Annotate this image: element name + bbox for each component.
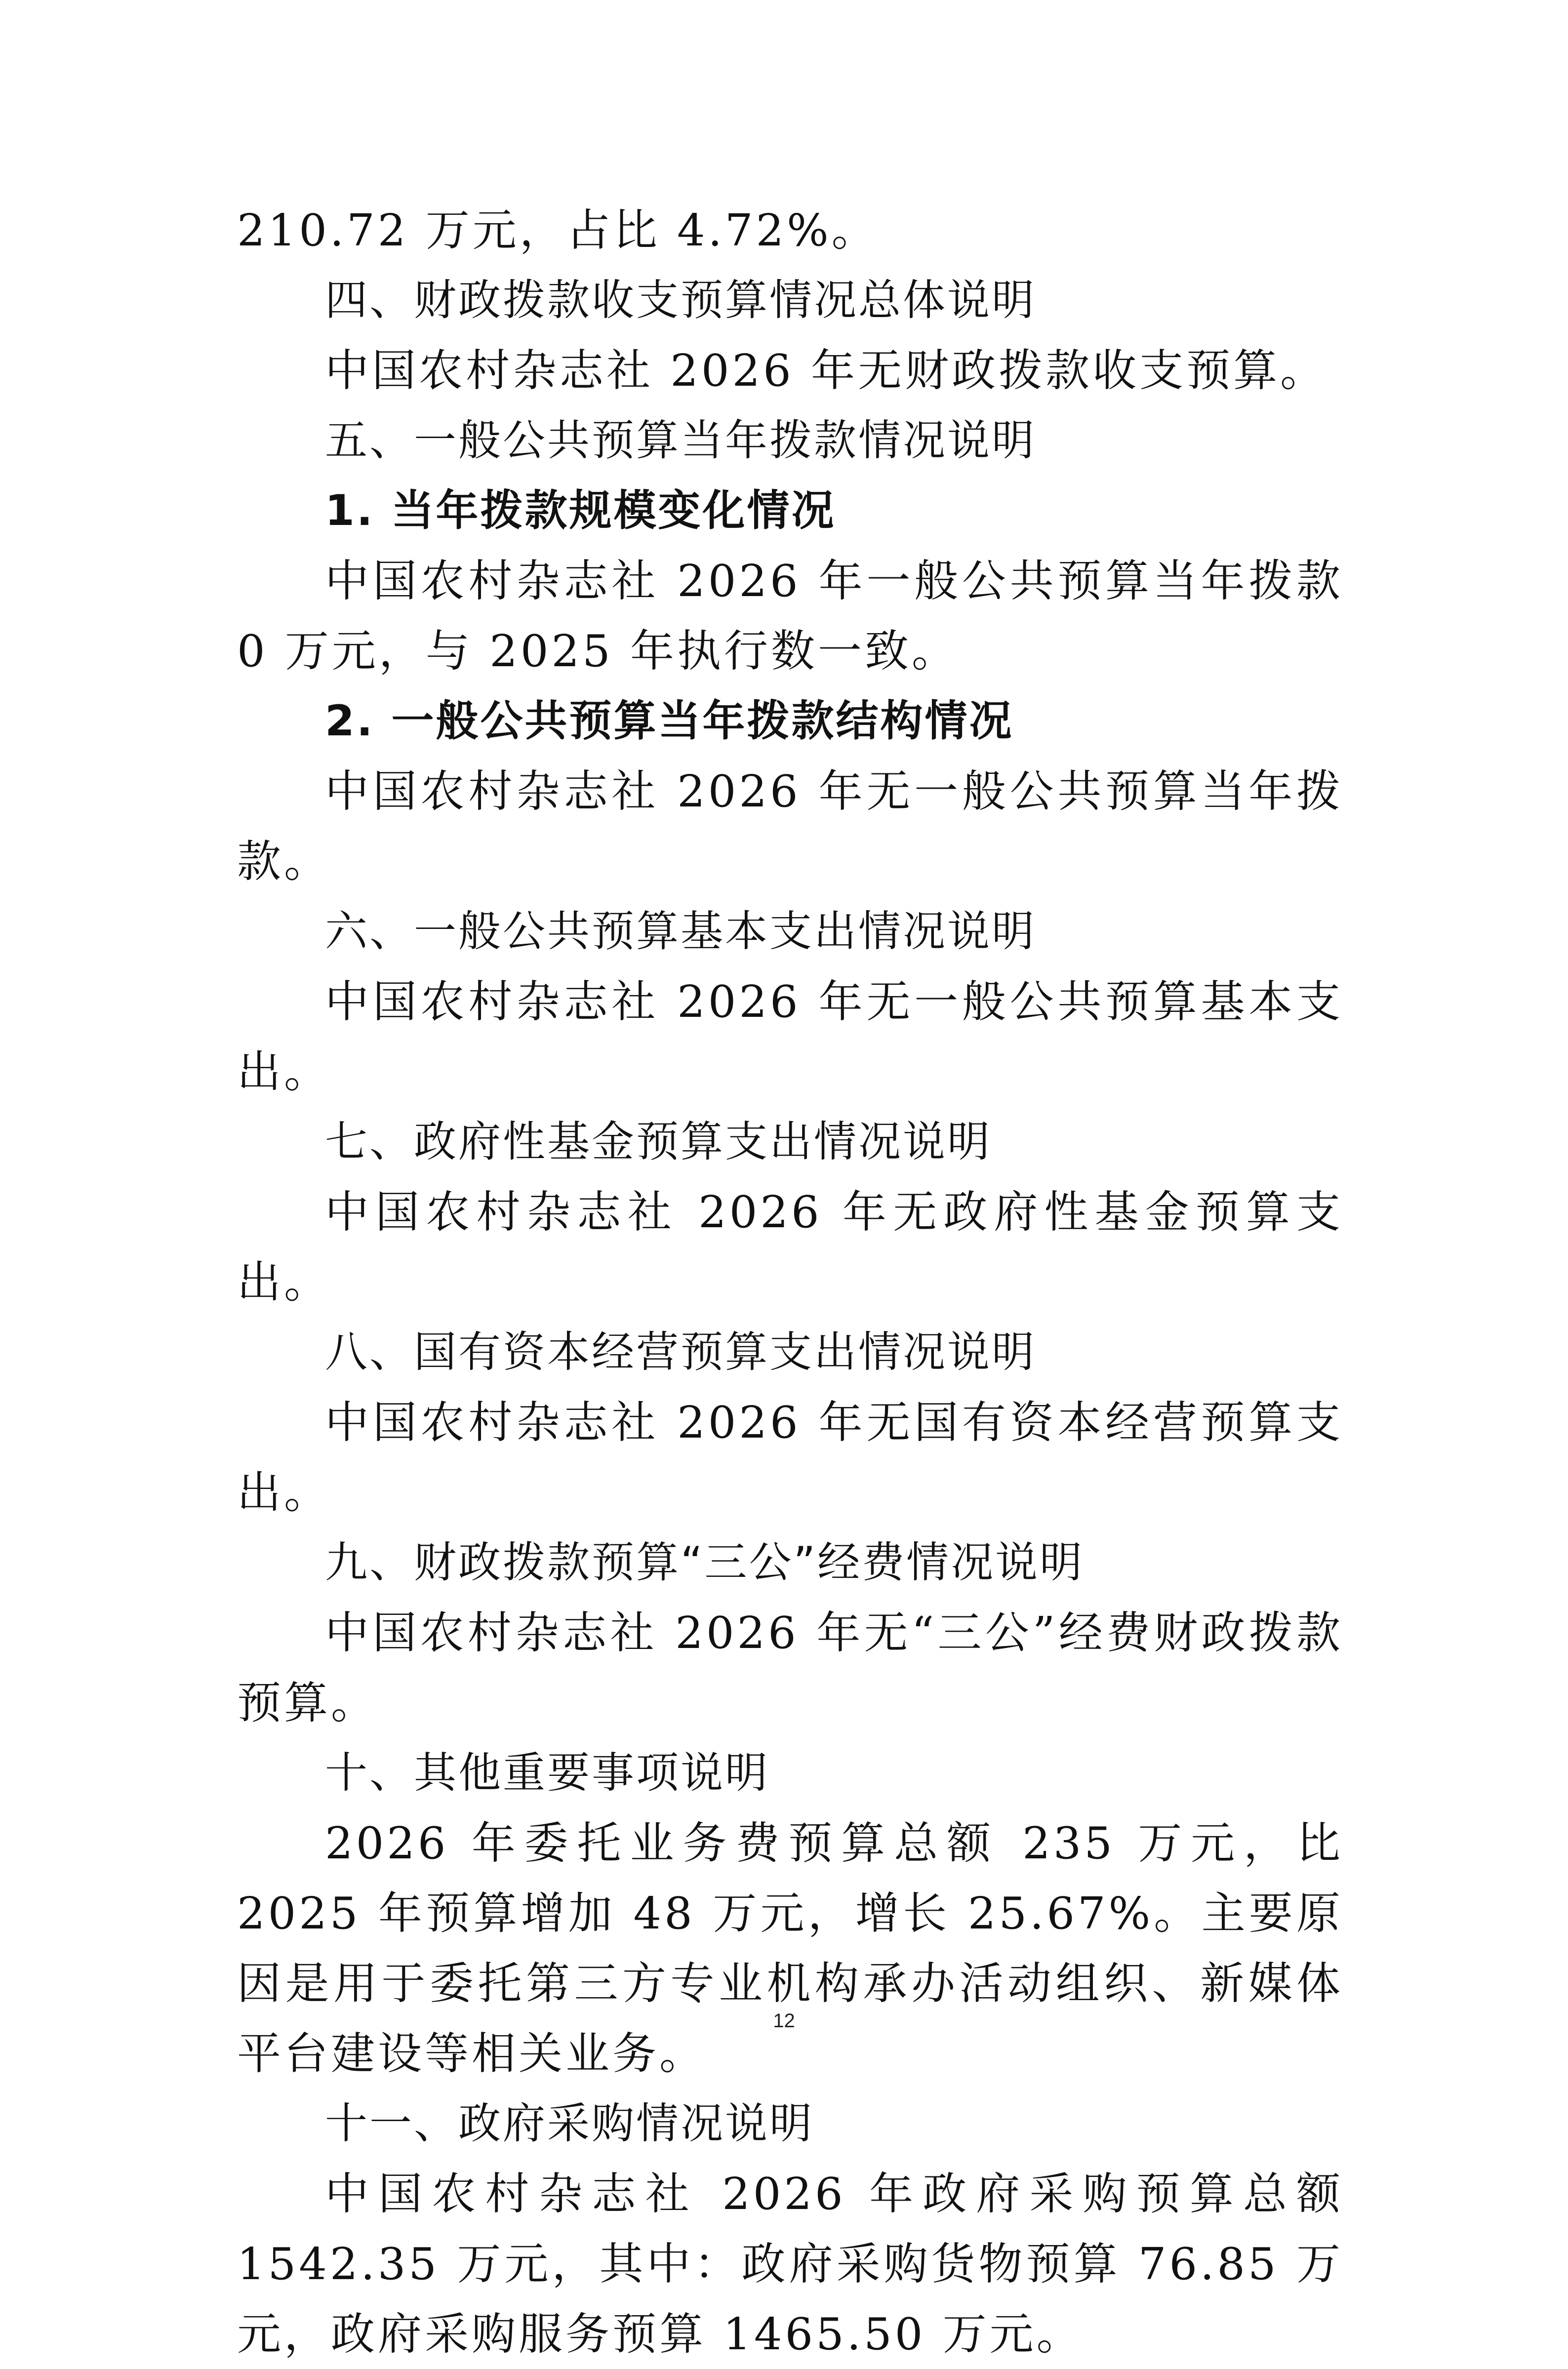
section-heading-10: 十、其他重要事项说明	[325, 1748, 769, 1798]
subsection-heading-5-1: 1. 当年拨款规模变化情况	[325, 486, 836, 535]
paragraph: 中国农村杂志社 2026 年无一般公共预算基本支出。	[237, 976, 1343, 1097]
paragraph: 中国农村杂志社 2026 年一般公共预算当年拨款 0 万元，与 2025 年执行数一致。	[237, 555, 1343, 677]
section-heading-9: 九、财政拨款预算“三公”经费情况说明	[325, 1538, 1085, 1587]
paragraph: 中国农村杂志社 2026 年政府采购预算总额 1542.35 万元，其中：政府采购货物预算 76.85 万元，政府采购服务预算 1465.50 万元。	[237, 2168, 1343, 2360]
page-content	[237, 195, 1343, 2369]
paragraph: 中国农村杂志社 2026 年无一般公共预算当年拨款。	[237, 765, 1343, 887]
section-heading-11: 十一、政府采购情况说明	[325, 2099, 814, 2148]
paragraph: 中国农村杂志社 2026 年无政府性基金预算支出。	[237, 1186, 1343, 1308]
section-heading-8: 八、国有资本经营预算支出情况说明	[325, 1327, 1036, 1377]
paragraph: 2026 年委托业务费预算总额 235 万元，比 2025 年预算增加 48 万元，增长 25.67%。主要原因是用于委托第三方专业机构承办活动组织、新媒体平台建设等相关业务。	[237, 1817, 1343, 2079]
section-heading-4: 四、财政拨款收支预算情况总体说明	[325, 276, 1036, 325]
paragraph-continuation: 210.72 万元，占比 4.72%。	[237, 204, 879, 256]
paragraph: 中国农村杂志社 2026 年无“三公”经费财政拨款预算。	[237, 1607, 1343, 1728]
paragraph: 中国农村杂志社 2026 年无国有资本经营预算支出。	[237, 1397, 1343, 1518]
subsection-heading-5-2: 2. 一般公共预算当年拨款结构情况	[325, 696, 1014, 746]
page-number: 12	[773, 2010, 795, 2032]
section-heading-5: 五、一般公共预算当年拨款情况说明	[325, 416, 1036, 465]
section-heading-7: 七、政府性基金预算支出情况说明	[325, 1117, 992, 1166]
paragraph: 中国农村杂志社 2026 年无财政拨款收支预算。	[325, 345, 1327, 396]
section-heading-6: 六、一般公共预算基本支出情况说明	[325, 907, 1036, 956]
